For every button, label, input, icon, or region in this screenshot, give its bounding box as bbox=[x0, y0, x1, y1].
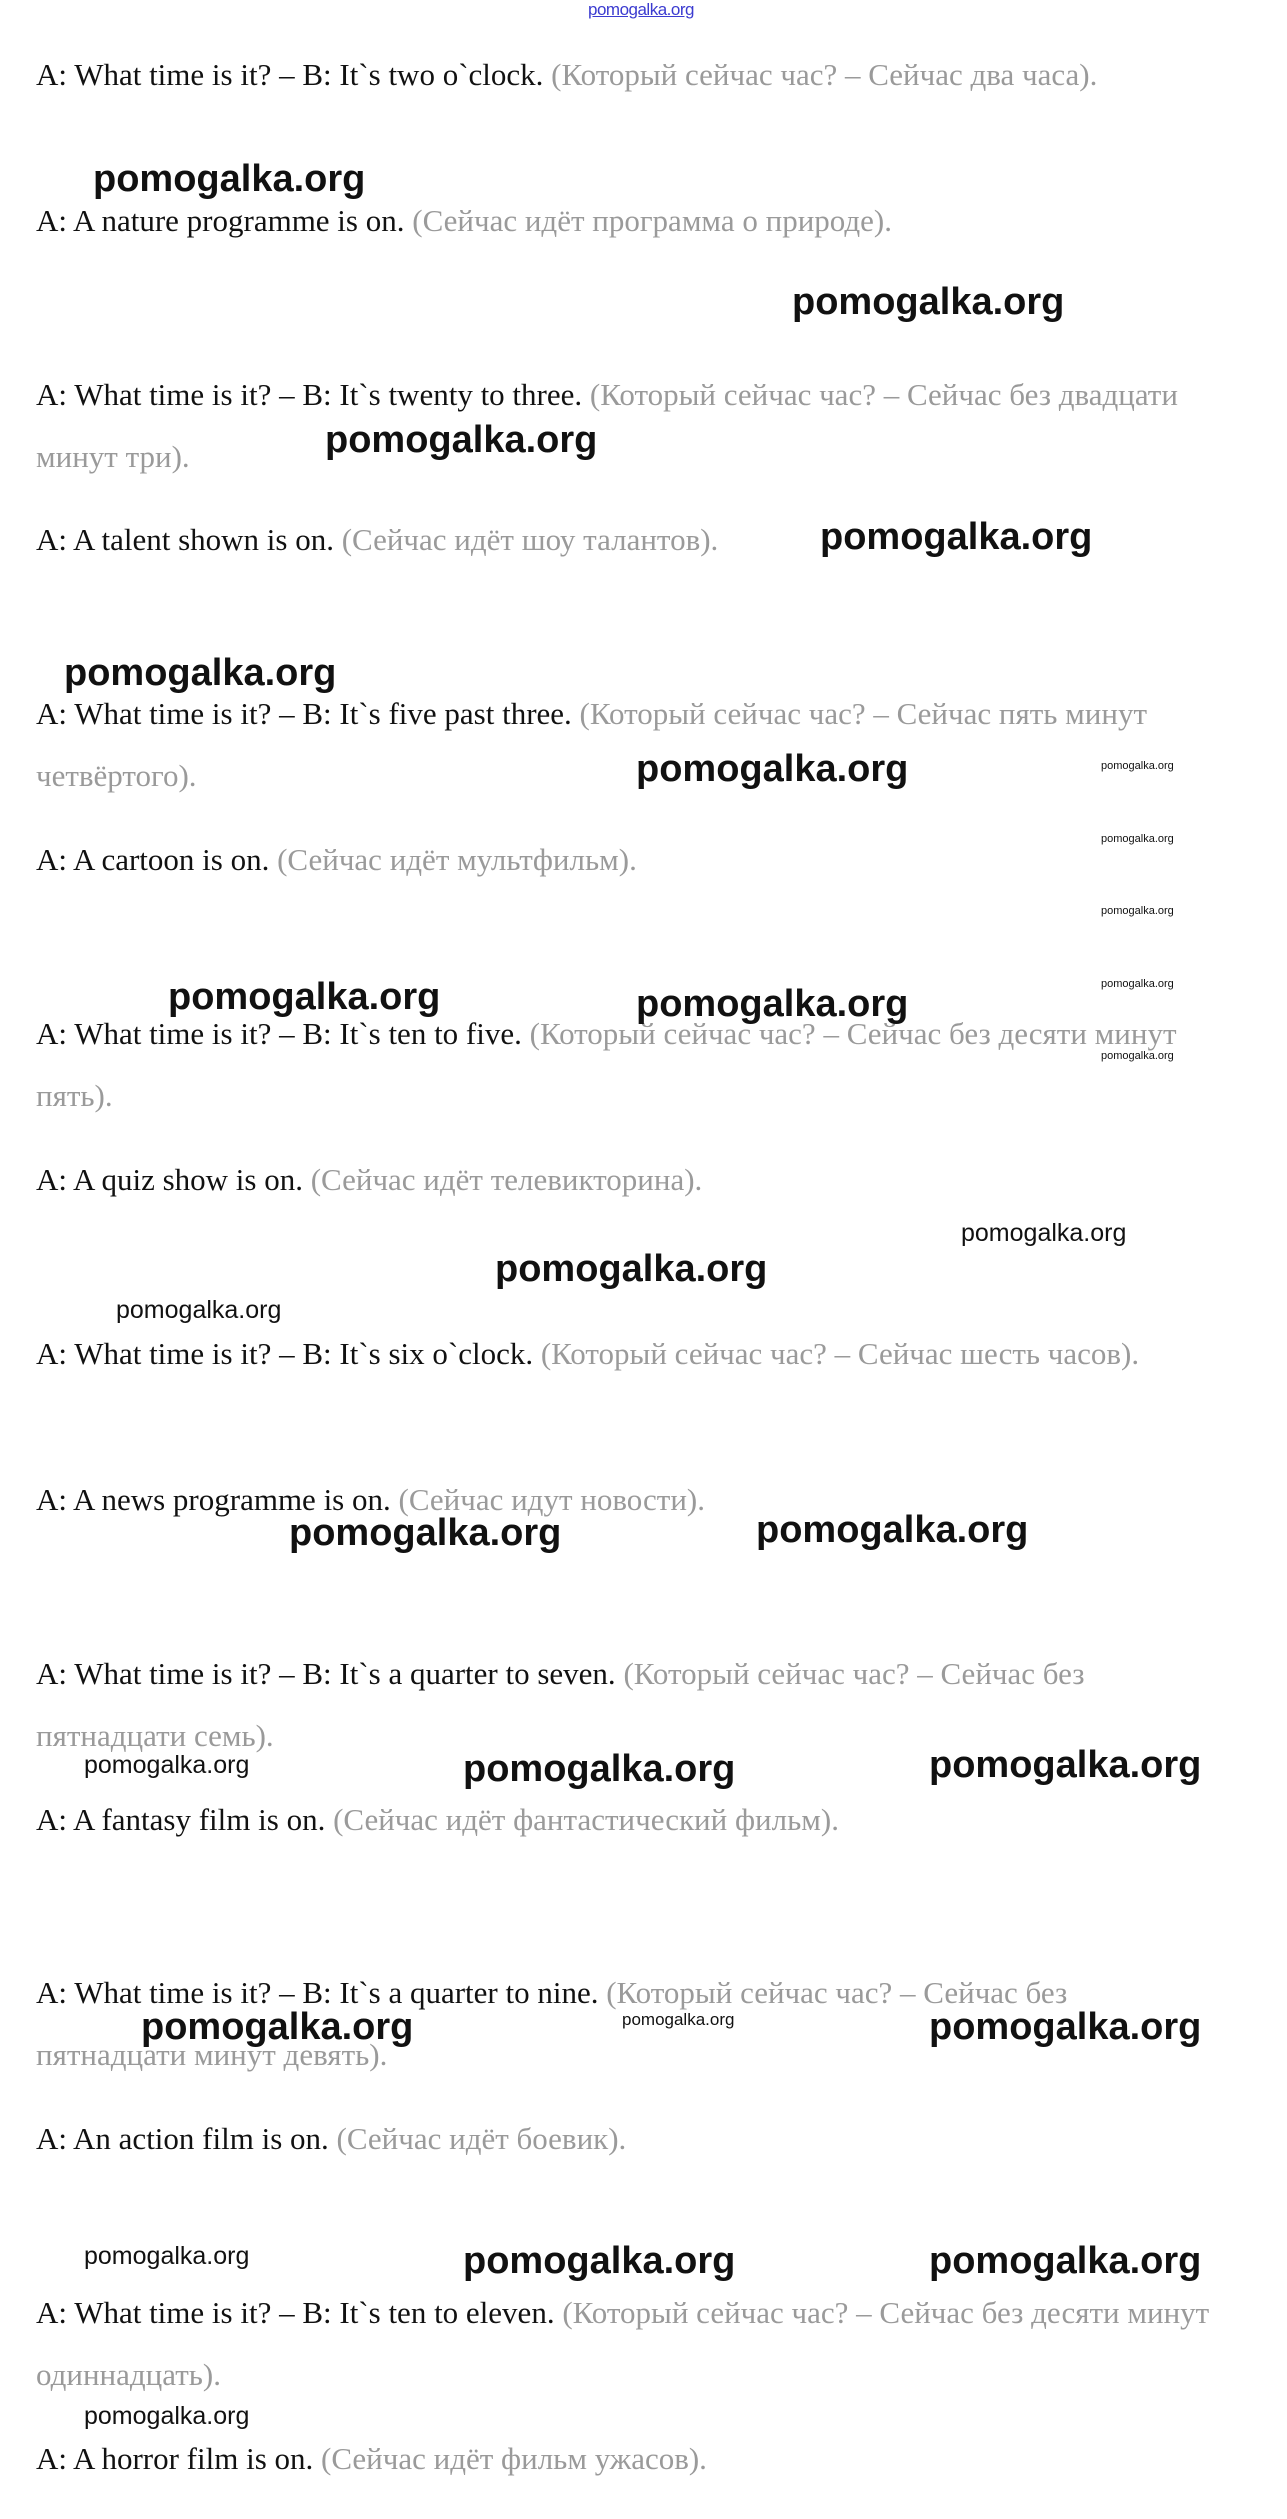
answer-ru: (Сейчас идёт мультфильм). bbox=[277, 842, 637, 877]
answer-en: A: An action film is on. bbox=[36, 2121, 329, 2156]
answer-en: A: A fantasy film is on. bbox=[36, 1802, 326, 1837]
watermark: pomogalka.org bbox=[289, 1512, 562, 1554]
answer-ru: (Сейчас идёт шоу талантов). bbox=[341, 522, 719, 557]
answer-ru: (Сейчас идёт фильм ужасов). bbox=[321, 2441, 707, 2476]
watermark: pomogalka.org bbox=[463, 2240, 736, 2282]
watermark: pomogalka.org bbox=[929, 2006, 1202, 2048]
question-ru: (Который сейчас час? – Сейчас без десяти минут одиннадцать). bbox=[36, 2295, 1210, 2392]
answer-en: A: A cartoon is on. bbox=[36, 842, 270, 877]
question-ru: (Который сейчас час? – Сейчас два часа). bbox=[551, 57, 1098, 92]
question-ru: (Который сейчас час? – Сейчас пять минут четвёртого). bbox=[36, 696, 1147, 793]
dialogue-4-answer bbox=[36, 1149, 1221, 1211]
question-en: A: What time is it? – B: It`s a quarter to nine. bbox=[36, 1975, 599, 2010]
watermark: pomogalka.org bbox=[116, 1296, 282, 1324]
watermark: pomogalka.org bbox=[463, 1748, 736, 1790]
watermark: pomogalka.org bbox=[636, 983, 909, 1025]
answer-en: A: A horror film is on. bbox=[36, 2441, 314, 2476]
question-ru: (Который сейчас час? – Сейчас без пятнадцати минут девять). bbox=[36, 1975, 1068, 2072]
watermark: pomogalka.org bbox=[1101, 1050, 1174, 1062]
watermark: pomogalka.org bbox=[84, 2242, 250, 2270]
question-en: A: What time is it? – B: It`s two o`clock. bbox=[36, 57, 544, 92]
dialogue-5-answer bbox=[36, 1469, 1221, 1531]
question-ru: (Который сейчас час? – Сейчас без двадцати минут три). bbox=[36, 377, 1178, 474]
answer-en: A: A news programme is on. bbox=[36, 1482, 391, 1517]
watermark: pomogalka.org bbox=[1101, 760, 1174, 772]
dialogue-8-question bbox=[36, 2282, 1221, 2406]
answer-en: A: A nature programme is on. bbox=[36, 203, 405, 238]
watermark: pomogalka.org bbox=[792, 281, 1065, 323]
watermark: pomogalka.org bbox=[929, 1744, 1202, 1786]
watermark: pomogalka.org bbox=[820, 516, 1093, 558]
dialogue-2-question bbox=[36, 364, 1221, 488]
watermark: pomogalka.org bbox=[84, 1751, 250, 1779]
answer-en: A: A quiz show is on. bbox=[36, 1162, 303, 1197]
dialogue-1-question bbox=[36, 44, 1221, 106]
dialogue-6-answer bbox=[36, 1789, 1221, 1851]
watermark: pomogalka.org bbox=[93, 158, 366, 200]
answer-ru: (Сейчас идёт боевик). bbox=[336, 2121, 627, 2156]
question-ru: (Который сейчас час? – Сейчас без десяти минут пять). bbox=[36, 1016, 1177, 1113]
dialogue-8-answer bbox=[36, 2428, 1221, 2490]
watermark: pomogalka.org bbox=[495, 1248, 768, 1290]
question-en: A: What time is it? – B: It`s twenty to three. bbox=[36, 377, 583, 412]
dialogue-4-question bbox=[36, 1003, 1221, 1127]
dialogue-3-answer bbox=[36, 829, 1221, 891]
watermark: pomogalka.org bbox=[961, 1219, 1127, 1247]
dialogue-5-question bbox=[36, 1323, 1221, 1385]
question-en: A: What time is it? – B: It`s six o`clock. bbox=[36, 1336, 534, 1371]
question-en: A: What time is it? – B: It`s ten to five. bbox=[36, 1016, 522, 1051]
answer-ru: (Сейчас идёт фантастический фильм). bbox=[333, 1802, 839, 1837]
watermark: pomogalka.org bbox=[325, 419, 598, 461]
watermark: pomogalka.org bbox=[1101, 833, 1174, 845]
question-en: A: What time is it? – B: It`s five past three. bbox=[36, 696, 572, 731]
answer-ru: (Сейчас идёт программа о природе). bbox=[412, 203, 892, 238]
dialogue-7-answer bbox=[36, 2108, 1221, 2170]
question-ru: (Который сейчас час? – Сейчас шесть часов). bbox=[540, 1336, 1140, 1371]
site-watermark-link[interactable]: pomogalka.org bbox=[588, 0, 694, 19]
watermark: pomogalka.org bbox=[1101, 978, 1174, 990]
watermark: pomogalka.org bbox=[929, 2240, 1202, 2282]
question-en: A: What time is it? – B: It`s a quarter to seven. bbox=[36, 1656, 616, 1691]
watermark: pomogalka.org bbox=[168, 976, 441, 1018]
question-en: A: What time is it? – B: It`s ten to eleven. bbox=[36, 2295, 555, 2330]
watermark: pomogalka.org bbox=[622, 2010, 735, 2029]
dialogue-3-question bbox=[36, 683, 1221, 807]
watermark: pomogalka.org bbox=[756, 1509, 1029, 1551]
watermark: pomogalka.org bbox=[636, 748, 909, 790]
question-ru: (Который сейчас час? – Сейчас без пятнадцати семь). bbox=[36, 1656, 1085, 1753]
watermark: pomogalka.org bbox=[64, 652, 337, 694]
answer-ru: (Сейчас идёт телевикторина). bbox=[310, 1162, 703, 1197]
answer-en: A: A talent shown is on. bbox=[36, 522, 334, 557]
watermark: pomogalka.org bbox=[1101, 905, 1174, 917]
watermark: pomogalka.org bbox=[84, 2402, 250, 2430]
answer-ru: (Сейчас идут новости). bbox=[398, 1482, 706, 1517]
watermark: pomogalka.org bbox=[141, 2006, 414, 2048]
